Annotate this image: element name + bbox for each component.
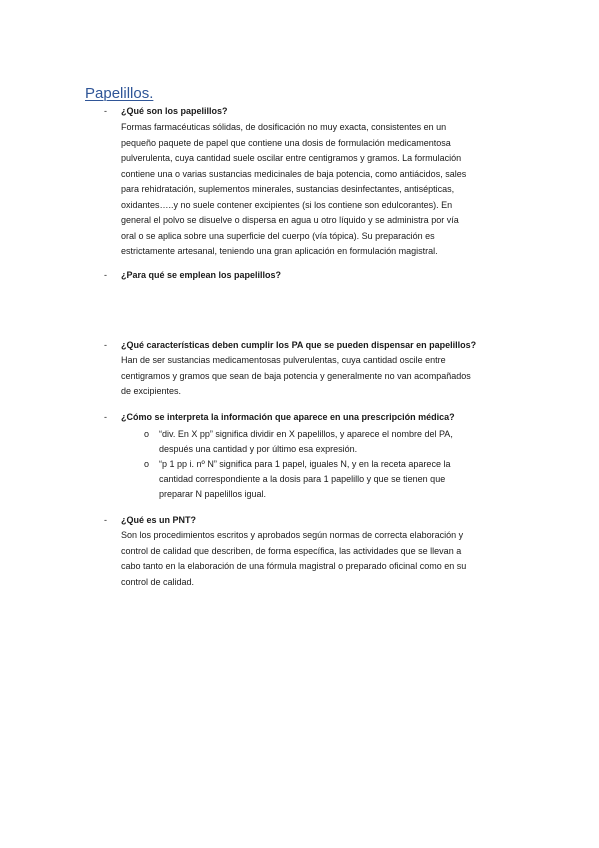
- section-heading: ¿Cómo se interpreta la información que aparece en una prescripción médica?: [121, 412, 455, 422]
- sub-item-text: “p 1 pp i. nº N” significa para 1 papel, iguales N, y en la receta aparece la cantidad correspondiente a la dosis para 1 papelillo y que se tienen que preparar N papelillos igual.: [159, 459, 451, 499]
- section-heading: ¿Qué es un PNT?: [121, 515, 197, 525]
- list-dash: -: [104, 270, 107, 280]
- section-heading: ¿Para qué se emplean los papelillos?: [121, 270, 282, 280]
- page-title: Papelillos.: [85, 85, 154, 102]
- bullet-icon: o: [144, 429, 150, 439]
- section-body: Formas farmacéuticas sólidas, de dosificación no muy exacta, consistentes en un pequeño paquete de papel que contiene una dosis de formulación medicamentosa pulverulenta, cuya cantidad suele oscilar entre centigramos y gramos. La formulación contiene una o varias sustancias medicinales de baja potencia, como antiácidos, sales para rehidratación, suplementos minerales, sustancias desinfectantes, antisépticas, oxidantes…..y no suele contener excipientes (si los contiene son edulcorantes). En general el polvo se disuelve o dispersa en agua u otro líquido y se administra por vía oral o se aplica sobre una superficie del cuerpo (vía tópica). Su preparación es estrictamente artesanal, teniendo una gran aplicación en formulación magistral.: [121, 122, 467, 256]
- list-dash: -: [104, 412, 107, 422]
- section-body: Han de ser sustancias medicamentosas pulverulentas, cuya cantidad oscile entre centigramos y gramos que sean de baja potencia y generalmente no van acompañados de excipientes.: [121, 355, 471, 396]
- section-heading: ¿Qué características deben cumplir los PA que se pueden dispensar en papelillos?: [121, 340, 477, 350]
- list-dash: -: [104, 340, 107, 350]
- bullet-icon: o: [144, 459, 150, 469]
- sub-item-text: “div. En X pp” significa dividir en X papelillos, y aparece el nombre del PA, después una cantidad y por último esa expresión.: [159, 429, 453, 454]
- section-body: Son los procedimientos escritos y aprobados según normas de correcta elaboración y control de calidad que describen, de forma específica, las actividades que se llevan a cabo tanto en la elaboración de una fórmula magistral o preparado oficinal como en su control de calidad.: [121, 530, 467, 587]
- section-heading: ¿Qué son los papelillos?: [121, 106, 228, 116]
- list-dash: -: [104, 106, 107, 116]
- list-dash: -: [104, 515, 107, 525]
